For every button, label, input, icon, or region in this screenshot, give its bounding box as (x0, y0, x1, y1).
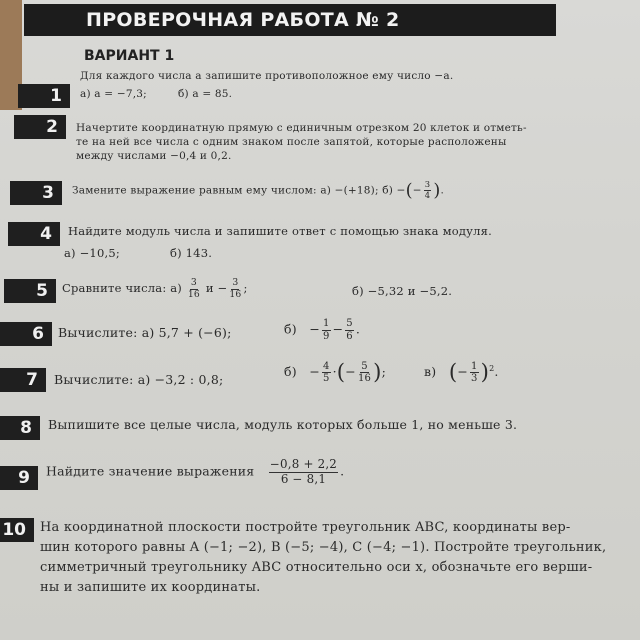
task-9: Найдите значение выражения $\frac{-0,8 + 2,2}{6 - 8,1}$ . (46, 457, 345, 486)
task-5-b: б) −5,32 и −5,2. (352, 284, 453, 298)
task-5-text: Сравните числа: а) (62, 281, 182, 296)
task-6-b: б) − $\frac{1}{9}$ − $\frac{5}{6}$ . (284, 318, 361, 342)
task-number-9: 9 (0, 466, 38, 490)
task-5: Сравните числа: а) $\frac{3}{16}$ и − $\frac{3}{16}$ ; (62, 277, 248, 300)
task-9-text: Найдите значение выражения (46, 463, 255, 479)
minus: − (396, 184, 406, 197)
task-6-text: Вычислите: а) 5,7 + (−6); (58, 325, 232, 340)
task-2-line3: между числами −0,4 и 0,2. (76, 150, 232, 162)
task-10-line3: симметричный треугольнику ABC относительно оси x, обозначьте его верши- (40, 560, 593, 575)
fraction: $\frac{3}{4}$ (424, 179, 431, 200)
task-10-line4: ны и запишите их координаты. (40, 580, 261, 595)
variant-heading: ВАРИАНТ 1 (84, 48, 175, 64)
title-bar (24, 4, 556, 36)
task-2-line2: те на ней все числа с одним знаком после запятой, которые расположены (76, 136, 507, 148)
task-10-line2: шин которого равны A (−1; −2), B (−5; −4), C (−4; −1). Постройте треугольник, (40, 540, 607, 555)
task-10-line1: На координатной плоскости постройте треугольник ABC, координаты вер- (40, 520, 571, 535)
task-number-10: 10 (0, 518, 34, 542)
task-number-8: 8 (0, 416, 40, 440)
task-4-b: б) 143. (170, 246, 213, 260)
task-1-a: а) a = −7,3; (80, 88, 147, 100)
task-number-5: 5 (4, 279, 56, 303)
task-4-a: а) −10,5; (64, 246, 120, 260)
task-3: Замените выражение равным ему числом: а) −(+18); б) −(− $\frac{3}{4}$ ). (72, 179, 445, 201)
task-1-b: б) a = 85. (178, 88, 233, 100)
task-number-4: 4 (8, 222, 60, 246)
task-number-1: 1 (18, 84, 70, 108)
task-number-7: 7 (0, 368, 46, 392)
task-number-2: 2 (14, 115, 66, 139)
task-3-text: Замените выражение равным ему числом: а) −(+18); б) (72, 184, 394, 197)
task-2-line1: Начертите координатную прямую с единичным отрезком 20 клеток и отметь- (76, 122, 527, 134)
task-number-6: 6 (0, 322, 52, 346)
task-7-b: б) − $\frac{4}{5}$ ·(− $\frac{5}{16}$ ); (284, 360, 386, 385)
page-title: ПРОВЕРОЧНАЯ РАБОТА № 2 (86, 9, 400, 31)
task-1-text: Для каждого числа a запишите противоположное ему число −a. (80, 70, 454, 82)
task-number-3: 3 (10, 181, 62, 205)
task-8-text: Выпишите все целые числа, модуль которых больше 1, но меньше 3. (48, 417, 518, 432)
task-7-c: в) (− $\frac{1}{3}$ )$^2$. (424, 360, 499, 385)
task-7-text: Вычислите: а) −3,2 : 0,8; (54, 372, 224, 387)
task-4-text: Найдите модуль числа и запишите ответ с помощью знака модуля. (68, 224, 492, 238)
